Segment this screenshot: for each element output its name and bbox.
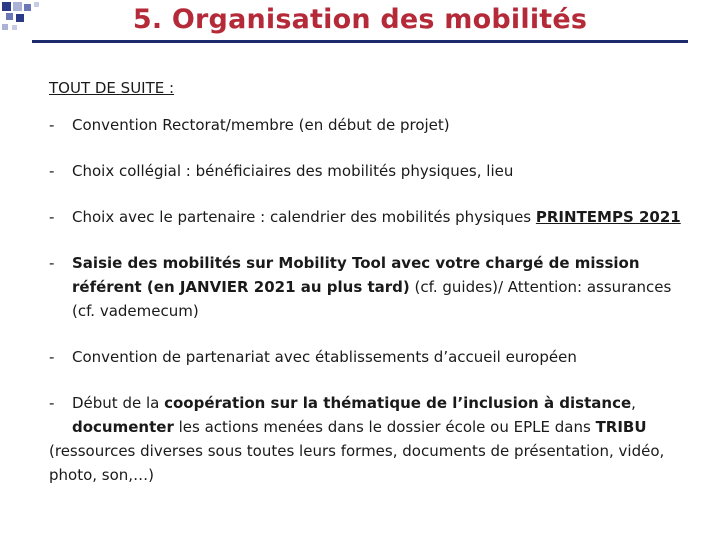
bullet-dash: -	[49, 254, 55, 272]
item-emphasis: documenter	[72, 418, 174, 436]
item-text: Début de la	[72, 394, 165, 412]
item-emphasis: Saisie des mobilités sur Mobility Tool avec votre chargé de mission référent (en JANVIER 2021 au plus tard)	[72, 254, 640, 296]
item-emphasis: TRIBU	[595, 418, 647, 436]
bullet-dash: -	[49, 394, 55, 412]
item-emphasis: PRINTEMPS 2021	[535, 208, 681, 226]
item-text: les actions menées dans le dossier école ou EPLE dans	[173, 418, 596, 436]
item-text: Choix collégial : bénéficiaires des mobilités physiques, lieu	[72, 162, 514, 180]
list-item	[49, 159, 689, 183]
bullet-dash: -	[49, 208, 55, 226]
section-heading: TOUT DE SUITE :	[49, 79, 175, 97]
list-item	[49, 113, 689, 137]
item-text-continuation: (ressources diverses sous toutes leurs formes, documents de présentation, vidéo, photo, son,…)	[49, 442, 665, 484]
list-item	[49, 391, 689, 487]
list-item	[49, 345, 689, 369]
slide-content	[49, 76, 689, 509]
item-text: Convention de partenariat avec établissements d’accueil européen	[72, 348, 577, 366]
item-emphasis: coopération sur la thématique de l’inclusion à distance	[164, 394, 632, 412]
item-text: Choix avec le partenaire : calendrier des mobilités physiques	[72, 208, 536, 226]
bullet-dash: -	[49, 116, 55, 134]
bullet-dash: -	[49, 348, 55, 366]
item-text: Convention Rectorat/membre (en début de projet)	[72, 116, 450, 134]
slide-title: 5. Organisation des mobilités	[132, 4, 588, 35]
item-text: ,	[631, 394, 636, 412]
item-text: (cf. guides)/ Attention: assurances (cf. vademecum)	[72, 278, 672, 320]
title-underline-rule	[32, 40, 688, 43]
list-item	[49, 251, 689, 323]
bullet-dash: -	[49, 162, 55, 180]
list-item	[49, 205, 689, 229]
